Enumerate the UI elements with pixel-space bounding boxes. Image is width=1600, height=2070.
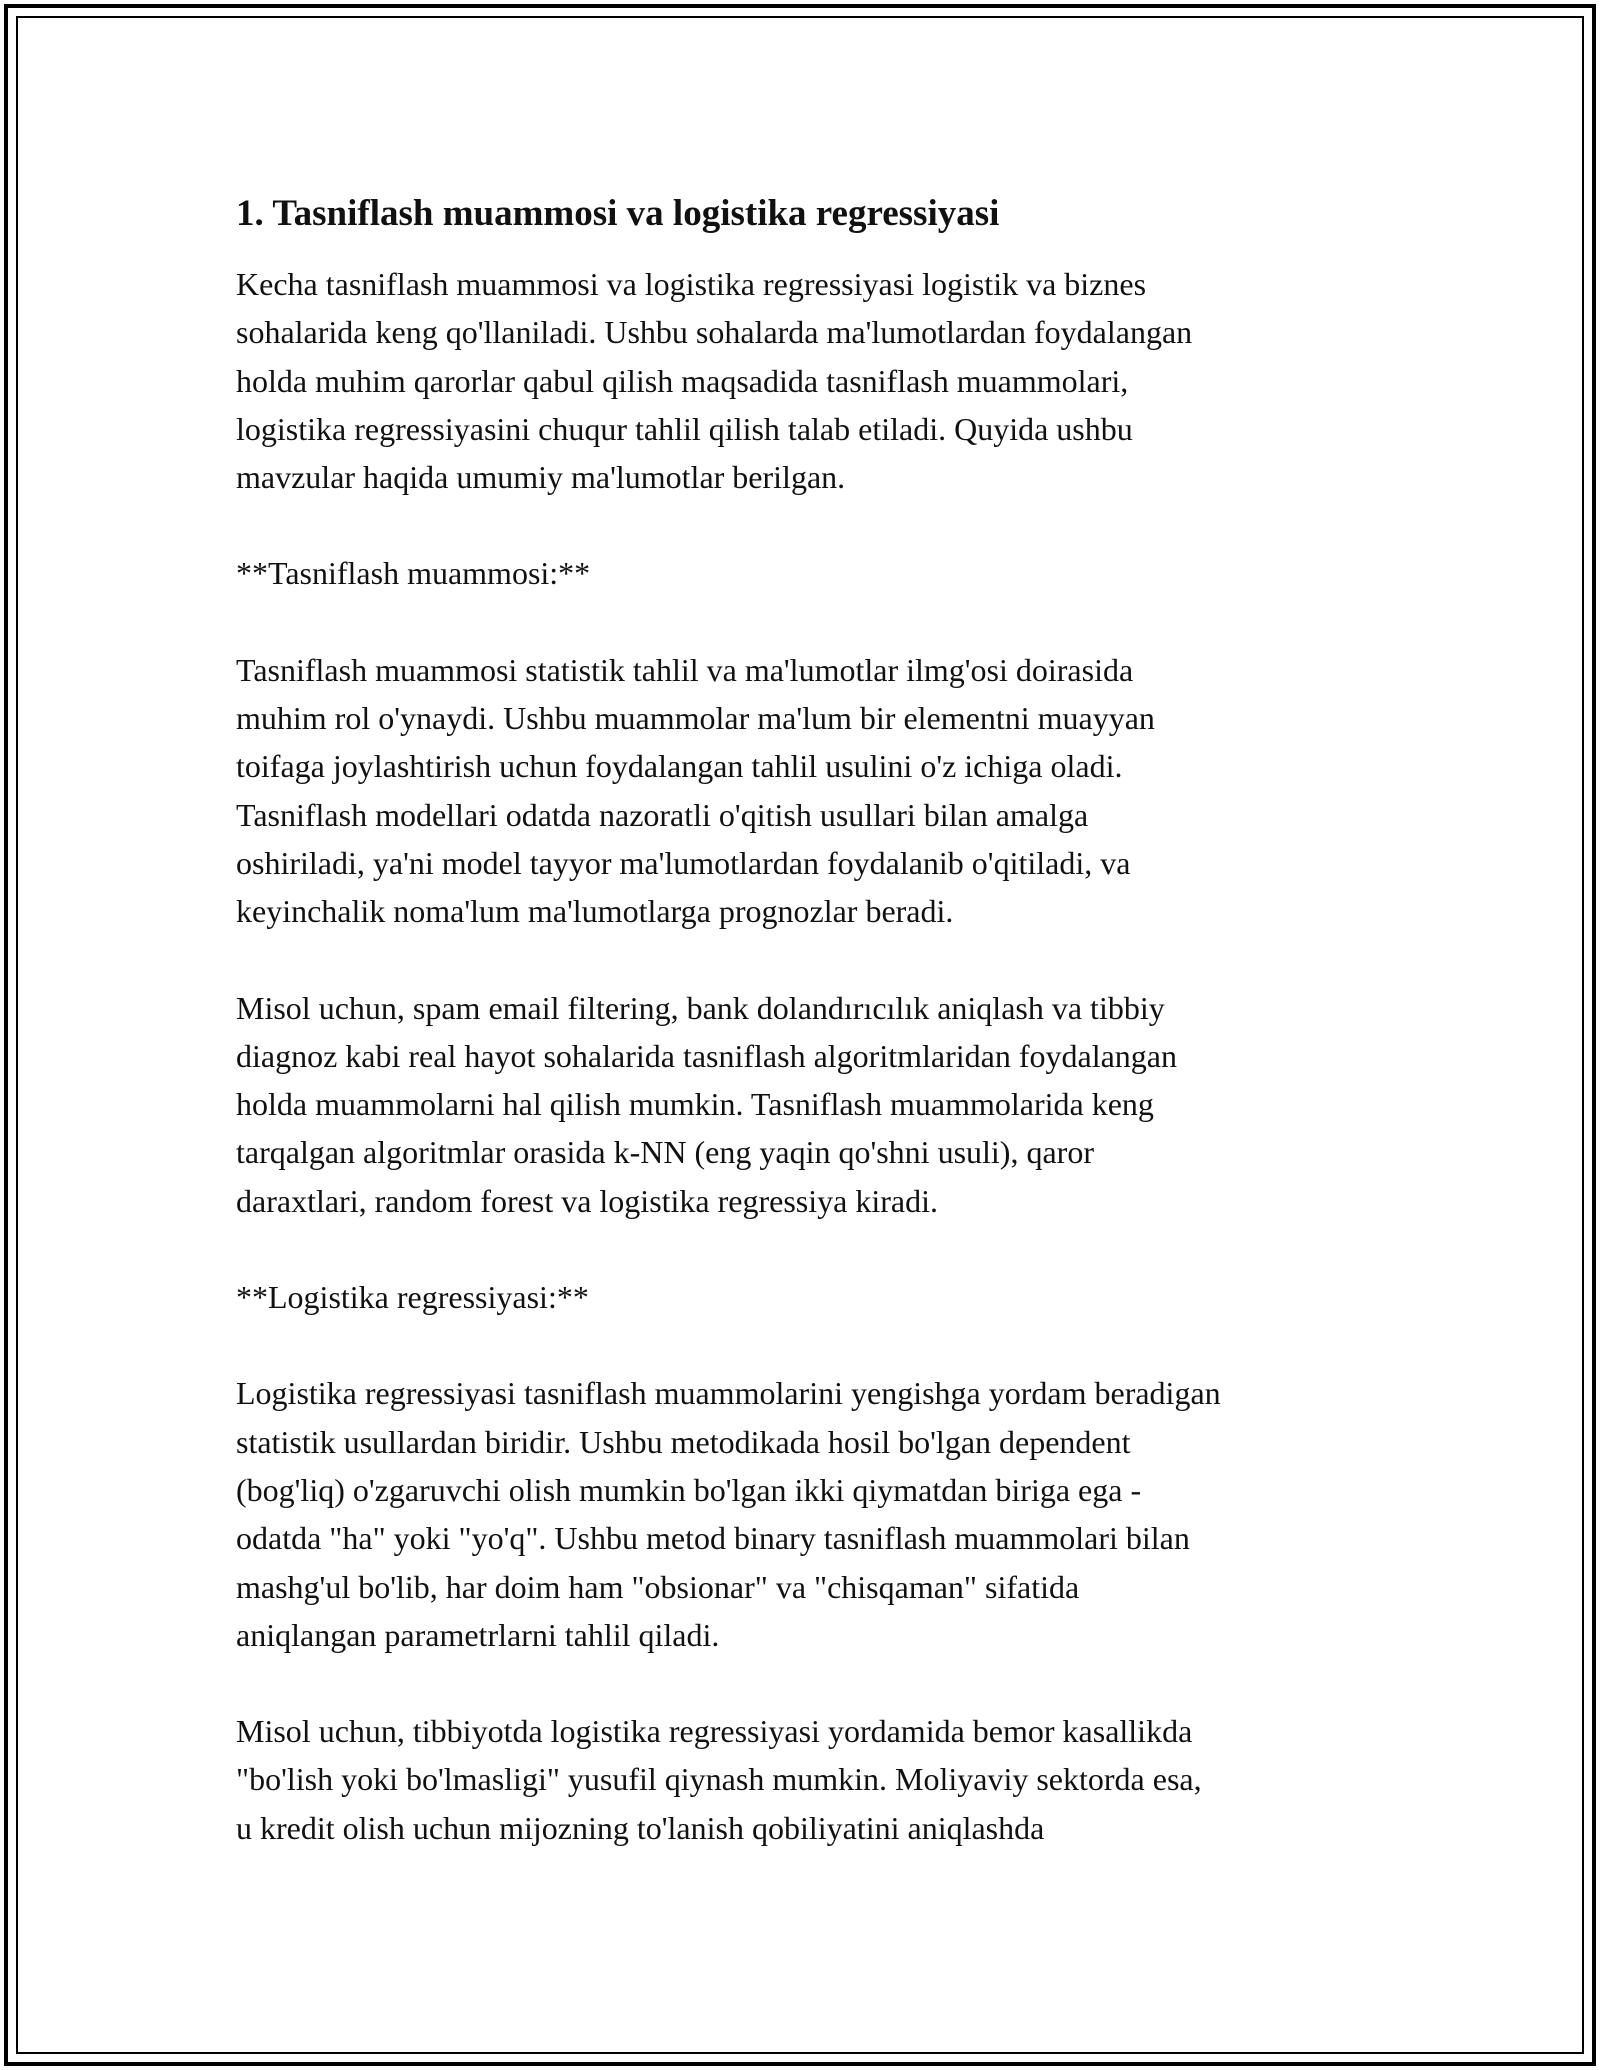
text-line: u kredit olish uchun mijozning to'lanish qobiliyatini aniqlashda [236, 1809, 1045, 1846]
text-line: Misol uchun, tibbiyotda logistika regressiyasi yordamida bemor kasallikda [236, 1713, 1193, 1750]
paragraph [236, 1707, 1396, 1852]
text-line: diagnoz kabi real hayot sohalarida tasniflash algoritmlaridan foydalangan [236, 1037, 1177, 1074]
text-line: sohalarida keng qo'llaniladi. Ushbu sohalarda ma'lumotlardan foydalangan [236, 314, 1193, 351]
text-line: holda muammolarni hal qilish mumkin. Tasniflash muammolarida keng [236, 1086, 1154, 1123]
text-line: mashg'ul bo'lib, har doim ham "obsionar" va "chisqaman" sifatida [236, 1568, 1080, 1605]
paragraph [236, 549, 1396, 597]
paragraph [236, 1273, 1396, 1321]
text-line: daraxtlari, random forest va logistika regressiya kiradi. [236, 1182, 938, 1219]
text-line: muhim rol o'ynaydi. Ushbu muammolar ma'lum bir elementni muayyan [236, 700, 1155, 737]
paragraph [236, 984, 1396, 1225]
paragraph [236, 646, 1396, 936]
text-line: Misol uchun, spam email filtering, bank dolandırıcılık aniqlash va tibbiy [236, 989, 1165, 1026]
text-line: "bo'lish yoki bo'lmasligi" yusufil qiynash mumkin. Moliyaviy sektorda esa, [236, 1761, 1202, 1798]
text-line: mavzular haqida umumiy ma'lumotlar berilgan. [236, 459, 846, 496]
text-line: (bog'liq) o'zgaruvchi olish mumkin bo'lgan ikki qiymatdan biriga ega - [236, 1471, 1142, 1508]
text-line: odatda "ha" yoki "yo'q". Ushbu metod binary tasniflash muammolari bilan [236, 1520, 1190, 1557]
paragraph [236, 260, 1396, 501]
document-body [236, 188, 1396, 1900]
text-line: Tasniflash muammosi statistik tahlil va ma'lumotlar ilmg'osi doirasida [236, 651, 1134, 688]
text-line: **Tasniflash muammosi:** [236, 555, 591, 592]
text-line: keyinchalik noma'lum ma'lumotlarga prognozlar beradi. [236, 893, 954, 930]
text-line: logistika regressiyasini chuqur tahlil qilish talab etiladi. Quyida ushbu [236, 410, 1133, 447]
text-line: toifaga joylashtirish uchun foydalangan tahlil usulini o'z ichiga oladi. [236, 748, 1123, 785]
text-line: aniqlangan parametrlarni tahlil qiladi. [236, 1616, 720, 1653]
text-line: Tasniflash modellari odatda nazoratli o'qitish usullari bilan amalga [236, 796, 1089, 833]
text-line: tarqalgan algoritmlar orasida k-NN (eng yaqin qo'shni usuli), qaror [236, 1134, 1094, 1171]
text-line: statistik usullardan biridir. Ushbu metodikada hosil bo'lgan dependent [236, 1423, 1131, 1460]
text-line: oshiriladi, ya'ni model tayyor ma'lumotlardan foydalanib o'qitiladi, va [236, 844, 1131, 881]
document-title: 1. Tasniflash muammosi va logistika regressiyasi [236, 193, 1000, 234]
text-line: Logistika regressiyasi tasniflash muammolarini yengishga yordam beradigan [236, 1375, 1221, 1412]
text-line: Kecha tasniflash muammosi va logistika regressiyasi logistik va biznes [236, 266, 1147, 302]
paragraph [236, 1369, 1396, 1659]
text-line: holda muhim qarorlar qabul qilish maqsadida tasniflash muammolari, [236, 362, 1129, 399]
text-line: **Logistika regressiyasi:** [236, 1279, 589, 1316]
paragraph-list [236, 260, 1396, 1852]
